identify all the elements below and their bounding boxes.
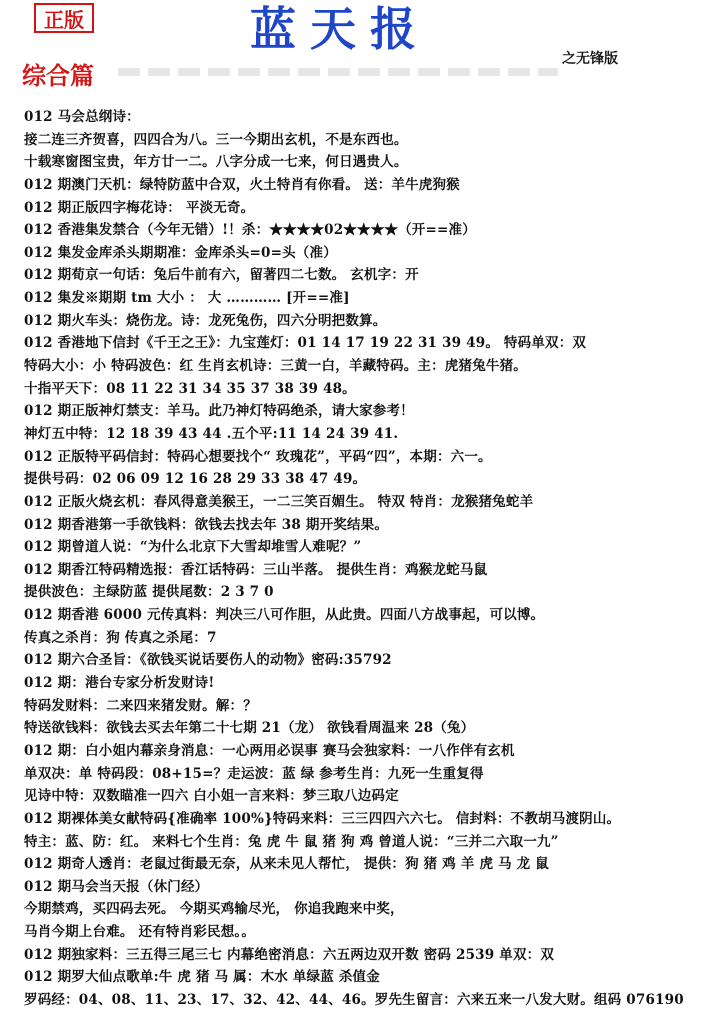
text-line-8: 012 期荀京一句话：兔后牛前有六，留著四二七数。 玄机字：开 — [24, 267, 419, 284]
text-line-9: 012 集发※期期 tm 大小 ： 大 ………… [开==准] — [24, 290, 350, 307]
article-body — [24, 106, 714, 1012]
text-line-22: 提供波色：主绿防蓝 提供尾数：2 3 7 0 — [24, 584, 274, 601]
text-line-32: 012 期裸体美女献特码{准确率 100%}特码来料：三三四四六六七。 信封料：不教胡马渡阴山。 — [24, 810, 621, 827]
text-line-30: 单双决：单 特码段：08+15=？走运波：蓝 绿 参考生肖：九死一生重复得 — [24, 765, 484, 782]
text-line-36: 今期禁鸡，买四码去死。 今期买鸡输尽光， 你追我跑来中奖， — [24, 901, 404, 918]
text-line-14: 012 期正版神灯禁支：羊马。此乃神灯特码绝杀，请大家参考！ — [24, 403, 414, 420]
text-line-16: 012 正版特平码信封：特码心想要找个“ 玫瑰花”，平码“四”，本期：六一。 — [24, 448, 492, 465]
text-line-34: 012 期奇人透肖：老鼠过街最无奈，从来未见人帮忙， 提供：狗 猪 鸡 羊 虎 马 龙 鼠 — [24, 856, 549, 873]
text-line-6: 012 香港集发禁合（今年无错）!！杀：★★★★02★★★★（开==准） — [24, 222, 476, 239]
text-line-33: 特主：蓝、防：红。 来料七个生肖：兔 虎 牛 鼠 猪 狗 鸡 曾道人说：“三并二六取一九” — [24, 833, 559, 850]
text-line-31: 见诗中特：双数瞄准一四六 白小姐一言来料：梦三取八边码定 — [24, 788, 399, 805]
text-line-11: 012 香港地下信封《千王之王》：九宝莲灯：01 14 17 19 22 31 39 49。 特码单双：双 — [24, 335, 587, 352]
text-line-18: 012 正版火烧玄机：春风得意美猴王，一二三笑百媚生。 特双 特肖：龙猴猪兔蛇羊 — [24, 493, 534, 510]
text-line-27: 特码发财料：二来四来猪发财。解：？ — [24, 697, 257, 714]
text-line-38: 012 期独家料：三五得三尾三七 内幕绝密消息：六五两边双开数 密码 2539 单双：双 — [24, 946, 555, 963]
text-line-19: 012 期香港第一手欲钱料：欲钱去找去年 38 期开奖结果。 — [24, 516, 389, 533]
text-line-1: 012 马会总纲诗： — [24, 109, 140, 125]
text-line-7: 012 集发金库杀头期期准：金库杀头=0=头（准） — [24, 244, 337, 261]
text-line-35: 012 期马会当天报（休门经） — [24, 878, 209, 895]
edition-badge: 正版 — [34, 3, 94, 33]
text-line-4: 012 期澳门天机：绿特防蓝中合双，火土特肖有你看。 送：羊牛虎狗猴 — [24, 176, 460, 193]
text-line-24: 传真之杀肖：狗 传真之杀尾：7 — [24, 629, 217, 646]
text-line-23: 012 期香港 6000 元传真料：判决三八可作胆，从此贵。四面八方战事起，可以博。 — [24, 607, 545, 624]
text-line-17: 提供号码：02 06 09 12 16 28 29 33 38 47 49。 — [24, 471, 367, 488]
section-heading: 综合篇 — [22, 61, 94, 90]
text-line-40: 罗码经：04、08、11、23、17、32、42、44、46。罗先生留言：六来五来一八发大财。组码 076190 — [24, 991, 684, 1008]
text-line-39: 012 期罗大仙点歌单:牛 虎 猪 马 属：木水 单绿蓝 杀值金 — [24, 969, 380, 986]
text-line-21: 012 期香江特码精选报：香江话特码：三山半落。 提供生肖：鸡猴龙蛇马鼠 — [24, 561, 488, 578]
text-line-28: 特送欲钱料：欲钱去买去年第二十七期 21（龙） 欲钱看周温来 28（兔） — [24, 720, 475, 737]
text-line-12: 特码大小：小 特码波色：红 生肖玄机诗：三黄一白，羊藏特码。主：虎猪兔牛猪。 — [24, 358, 527, 375]
text-line-13: 十指平天下：08 11 22 31 34 35 37 38 39 48。 — [24, 380, 356, 397]
text-line-3: 十载寒窗图宝贵，年方廿一二。八字分成一七来，何日遇贵人。 — [24, 154, 408, 171]
text-line-26: 012 期：港台专家分析发财诗! — [24, 675, 215, 692]
text-line-25: 012 期六合圣旨：《欲钱买说话要伤人的动物》密码:35792 — [24, 652, 392, 669]
text-line-2: 接二连三齐贺喜，四四合为八。三一今期出玄机，不是东西也。 — [24, 131, 408, 148]
faint-watermark-strip — [118, 68, 558, 76]
text-line-29: 012 期：白小姐内幕亲身消息：一心两用必误事 赛马会独家料：一八作伴有玄机 — [24, 742, 515, 759]
text-line-15: 神灯五中特：12 18 39 43 44 .五个平:11 14 24 39 41. — [24, 425, 399, 442]
text-line-10: 012 期火车头：烧伤龙。诗：龙死兔伤，四六分明把数算。 — [24, 312, 387, 329]
text-line-5: 012 期正版四字梅花诗： 平淡无奇。 — [24, 199, 255, 216]
text-line-20: 012 期曾道人说：“为什么北京下大雪却堆雪人难呢？” — [24, 539, 362, 556]
edition-label: 之无锋版 — [562, 51, 618, 67]
page-title: 蓝天报 — [250, 2, 430, 56]
text-line-37: 马肖今期上台难。 还有特肖彩民想。。 — [24, 924, 256, 941]
